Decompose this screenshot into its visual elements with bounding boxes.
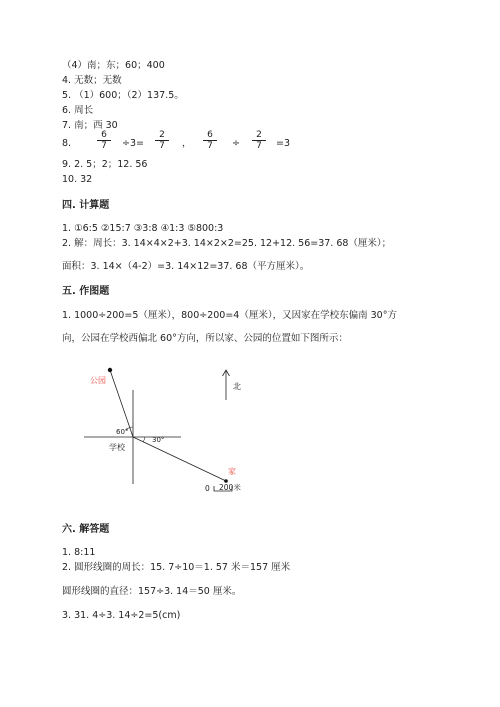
scale-distance-label: 200米: [219, 483, 241, 492]
scale-zero-label: 0: [205, 484, 210, 493]
q8-result: =3: [276, 138, 291, 149]
answer-line-10: 10. 32: [62, 174, 93, 185]
park-direction-line: [110, 370, 133, 437]
fraction-1-denominator: 7: [101, 141, 107, 151]
home-label: 家: [228, 467, 236, 476]
answer-line-6: 6. 周长: [62, 105, 94, 116]
calc-line-1: 1. ①6:5 ②15:7 ③3:8 ④1:3 ⑤800:3: [62, 223, 224, 234]
fraction-4-denominator: 7: [256, 141, 262, 151]
calc-line-3: 面积：3. 14×（4-2）=3. 14×12=37. 68（平方厘米）。: [62, 261, 310, 272]
fraction-2-numerator: 2: [155, 130, 169, 141]
answer-line-5: 5. （1）600；（2）137.5。: [62, 90, 184, 101]
angle-30-arc: [143, 437, 145, 442]
angle-60-label: 60°: [116, 428, 129, 436]
calc-line-2: 2. 解：周长：3. 14×4×2+3. 14×2×2=25. 12+12. 56=37. 68（厘米）；: [62, 238, 392, 249]
north-label: 北: [233, 382, 241, 391]
solve-line-3: 圆形线圈的直径：157÷3. 14＝50 厘米。: [62, 586, 242, 597]
solve-line-1: 1. 8:11: [62, 547, 96, 558]
q8-separator: ，: [182, 138, 192, 149]
section-5-title: 五. 作图题: [62, 286, 110, 297]
fraction-1-numerator: 6: [97, 130, 111, 141]
home-direction-line: [133, 437, 226, 481]
answer-line-7: 7. 南；西 30: [62, 120, 118, 131]
school-label: 学校: [109, 443, 125, 452]
drawing-line-1: 1. 1000÷200=5（厘米），800÷200=4（厘米），又因家在学校东偏南 30°方: [62, 310, 397, 321]
q8-op-1: ÷3=: [122, 138, 144, 149]
solve-line-2: 2. 圆形线圈的周长：15. 7÷10＝1. 57 米＝157 厘米: [62, 562, 291, 573]
section-4-title: 四. 计算题: [62, 200, 110, 211]
park-label: 公园: [90, 376, 106, 385]
fraction-3-denominator: 7: [207, 141, 213, 151]
fraction-2-denominator: 7: [159, 141, 165, 151]
fraction-4-numerator: 2: [252, 130, 266, 141]
answer-line-4-sub: （4）南；东；60；400: [62, 60, 165, 71]
q8-op-2: ÷: [232, 138, 240, 149]
answer-line-9: 9. 2. 5；2；12. 56: [62, 159, 148, 170]
park-point: [108, 368, 112, 372]
q8-prefix: 8.: [62, 138, 72, 149]
section-6-title: 六. 解答题: [62, 524, 110, 535]
solve-line-4: 3. 31. 4÷3. 14÷2=5(cm): [62, 610, 181, 621]
answer-line-4: 4. 无数；无数: [62, 75, 122, 86]
angle-30-label: 30°: [152, 436, 165, 444]
drawing-line-2: 向，公园在学校西偏北 60°方向，所以家、公园的位置如下图所示：: [62, 333, 348, 344]
fraction-3-numerator: 6: [203, 130, 217, 141]
